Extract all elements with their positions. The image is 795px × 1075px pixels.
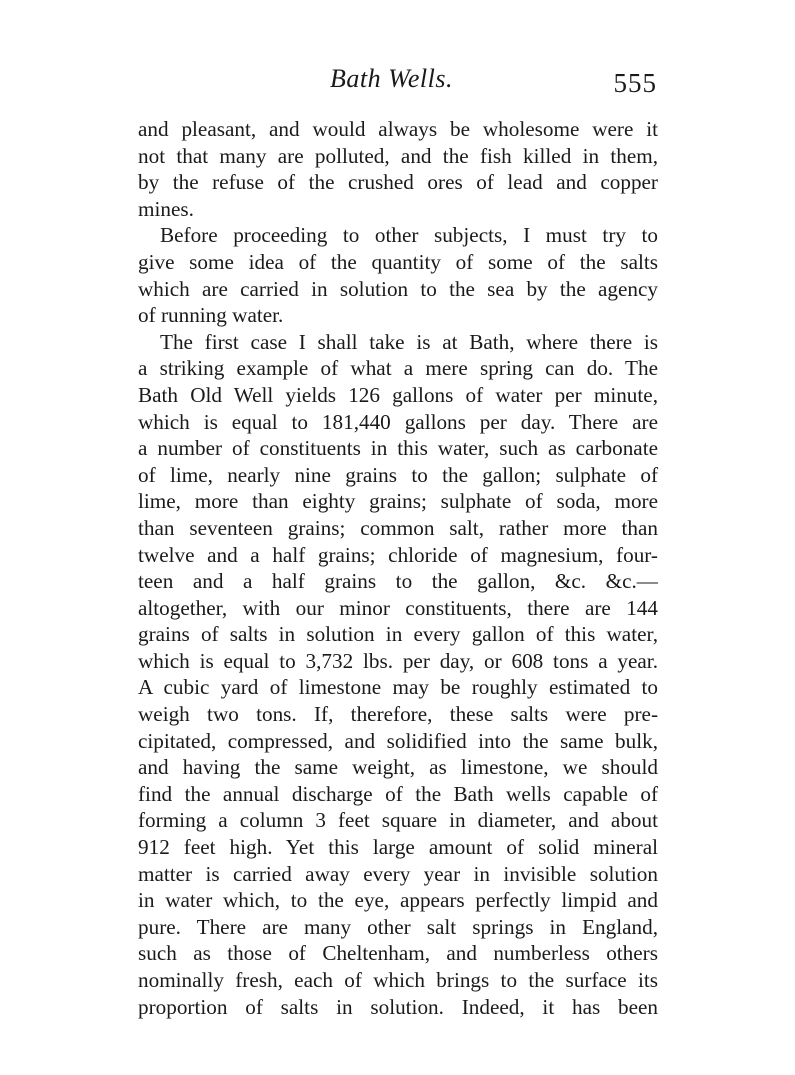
text-line: altogether, with our minor constituents, there are 144 bbox=[138, 595, 658, 620]
text-line: find the annual discharge of the Bath wells capable of bbox=[138, 781, 658, 806]
text-line: and pleasant, and would always be wholesome were it bbox=[138, 117, 658, 141]
text-line: Bath Old Well yields 126 gallons of water per minute, bbox=[138, 382, 658, 407]
text-line: Before proceeding to other subjects, I must try to bbox=[160, 223, 658, 248]
text-line: by the refuse of the crushed ores of lead and copper bbox=[138, 170, 658, 195]
text-line: which is equal to 181,440 gallons per day. There are bbox=[138, 409, 658, 434]
text-line: of running water. bbox=[138, 303, 284, 328]
text-line: proportion of salts in solution. Indeed, it has been bbox=[138, 994, 658, 1019]
page-number: 555 bbox=[613, 68, 657, 98]
text-line: mines. bbox=[138, 196, 194, 221]
running-head bbox=[0, 64, 795, 104]
running-title: Bath Wells. bbox=[330, 64, 453, 93]
text-line: forming a column 3 feet square in diameter, and about bbox=[138, 808, 658, 833]
text-line: teen and a half grains to the gallon, &c. &c.— bbox=[138, 569, 658, 594]
text-line: The first case I shall take is at Bath, where there is bbox=[160, 329, 658, 354]
body-text bbox=[138, 116, 658, 1020]
text-line: matter is carried away every year in invisible solution bbox=[138, 861, 658, 886]
text-line: not that many are polluted, and the fish killed in them, bbox=[138, 143, 658, 168]
text-line: weigh two tons. If, therefore, these salts were pre- bbox=[138, 702, 658, 727]
text-line: which are carried in solution to the sea by the agency bbox=[138, 276, 658, 301]
text-line: a number of constituents in this water, such as carbonate bbox=[138, 436, 658, 461]
text-line: twelve and a half grains; chloride of magnesium, four- bbox=[138, 542, 658, 567]
text-line: nominally fresh, each of which brings to the surface its bbox=[138, 968, 658, 992]
text-line: which is equal to 3,732 lbs. per day, or 608 tons a year. bbox=[138, 648, 658, 673]
text-line: than seventeen grains; common salt, rather more than bbox=[138, 515, 658, 540]
text-line: and having the same weight, as limestone, we should bbox=[138, 755, 658, 780]
text-line: give some idea of the quantity of some of the salts bbox=[138, 249, 658, 274]
text-line: of lime, nearly nine grains to the gallon; sulphate of bbox=[138, 462, 658, 487]
text-line: lime, more than eighty grains; sulphate of soda, more bbox=[138, 489, 658, 514]
text-line: such as those of Cheltenham, and numberless others bbox=[138, 941, 658, 966]
text-line: in water which, to the eye, appears perfectly limpid and bbox=[138, 888, 658, 913]
text-line: A cubic yard of limestone may be roughly estimated to bbox=[138, 675, 658, 700]
text-line: grains of salts in solution in every gallon of this water, bbox=[138, 622, 658, 647]
text-line: a striking example of what a mere spring can do. The bbox=[138, 356, 658, 381]
text-line: 912 feet high. Yet this large amount of solid mineral bbox=[138, 835, 658, 860]
text-line: pure. There are many other salt springs in England, bbox=[138, 914, 658, 939]
text-line: cipitated, compressed, and solidified into the same bulk, bbox=[138, 728, 658, 753]
